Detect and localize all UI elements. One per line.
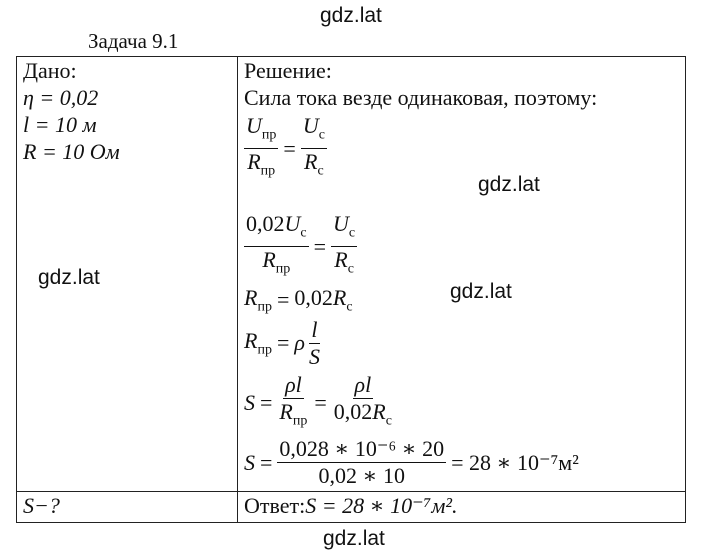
equation-5: S = $\frac{\rho l}{R_{пр}}$ = $\frac{\rho l}{0,02R_с}$ <box>244 372 679 434</box>
fraction: $\frac{0,02U_с}{R_{пр}}$ <box>246 210 307 277</box>
watermark-left: gdz.lat <box>38 266 100 289</box>
fraction: $\frac{\text{0,028 ∗ 10⁻⁶ ∗ 20}}{0,02 ∗ 10}$ <box>279 436 445 489</box>
equation-4: $R_{пр}$ = ρ $\frac{l}{S}$ <box>244 316 320 369</box>
watermark-bottom: gdz.lat <box>323 527 385 550</box>
solution-intro: Сила тока везде одинаковая, поэтому: <box>244 85 598 110</box>
given-length: l = 10 м <box>23 112 97 137</box>
answer-formula: S = 28 ∗ 10⁻⁷м². <box>305 493 458 519</box>
equation-1: $\frac{U_{пр}}{R_{пр}}$ = $\frac{U_с}{R_с}$ <box>244 113 679 185</box>
equation-6: S = $\frac{\text{0,028 ∗ 10⁻⁶ ∗ 20}}{0,02 ∗ 10}$ = 28 ∗ 10⁻⁷м² <box>244 436 579 489</box>
solution-cell <box>238 57 686 492</box>
equation-3: $R_{пр}$ = $0,02R_с$ <box>244 284 353 314</box>
fraction: $\frac{\rho l}{0,02R_с}$ <box>333 371 392 429</box>
watermark-mid-right: gdz.lat <box>478 173 540 196</box>
answer-cell <box>238 492 686 523</box>
given-cell <box>17 57 238 492</box>
fraction: $\frac{U_{пр}}{R_{пр}}$ <box>246 113 277 179</box>
unknown-cell <box>17 492 238 523</box>
fraction: $\frac{U_с}{R_с}$ <box>333 210 356 277</box>
equation-2: $\frac{0,02U_с}{R_{пр}}$ = $\frac{U_с}{R_с}$ <box>244 211 679 283</box>
watermark-center: gdz.lat <box>450 280 512 303</box>
fraction: $\frac{\rho l}{R_{пр}}$ <box>279 371 308 429</box>
answer-label: Ответ: <box>244 493 306 519</box>
fraction: $\frac{U_с}{R_с}$ <box>302 113 325 179</box>
solution-table <box>16 56 686 523</box>
solution-heading: Решение: <box>244 58 332 83</box>
given-resistance: R = 10 Ом <box>23 139 120 164</box>
fraction: $\frac{l}{S}$ <box>308 316 320 369</box>
task-title: Задача 9.1 <box>88 29 179 53</box>
given-eta: η = 0,02 <box>23 85 99 110</box>
watermark-top: gdz.lat <box>320 4 382 27</box>
given-heading: Дано: <box>23 58 77 83</box>
unknown-quantity: S−? <box>23 493 60 519</box>
